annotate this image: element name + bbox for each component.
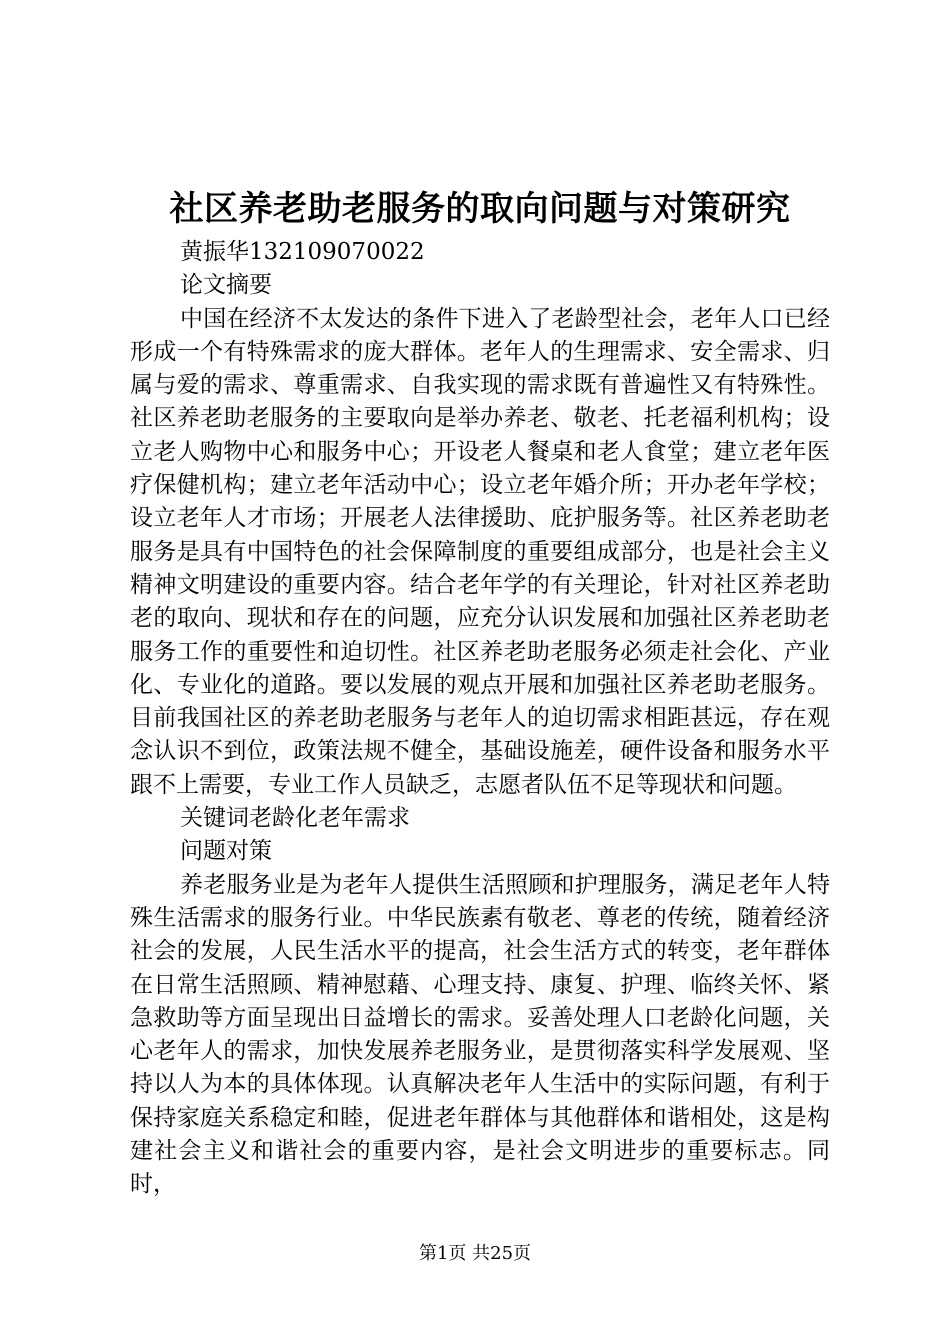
page-number-footer: 第1页 共25页 <box>418 1243 532 1264</box>
abstract-heading: 论文摘要 <box>180 272 272 299</box>
abstract-paragraph: 中国在经济不太发达的条件下进入了老龄型社会，老年人口已经形成一个有特殊需求的庞大群体。老年人的生理需求、安全需求、归属与爱的需求、尊重需求、自我实现的需求既有普遍性又有特殊性。社区养老助老服务的主要取向是举办养老、敬老、托老福利机构；设立老人购物中心和服务中心；开设老人餐桌和老人食堂；建立老年医疗保健机构；建立老年活动中心；设立老年婚介所；开办老年学校；设立老年人才市场；开展老人法律援助、庇护服务等。社区养老助老服务是具有中国特色的社会保障制度的重要组成部分，也是社会主义精神文明建设的重要内容。结合老年学的有关理论，针对社区养老助老的取向、现状和存在的问题，应充分认识发展和加强社区养老助老服务工作的重要性和迫切性。社区养老助老服务必须走社会化、产业化、专业化的道路。要以发展的观点开展和加强社区养老助老服务。目前我国社区的养老助老服务与老年人的迫切需求相距甚远，存在观念认识不到位，政策法规不健全，基础设施差，硬件设备和服务水平跟不上需要，专业工作人员缺乏，志愿者队伍不足等现状和问题。 <box>130 305 830 798</box>
document-title: 社区养老助老服务的取向问题与对策研究 <box>169 189 791 229</box>
keywords-line-2: 问题对策 <box>180 838 272 865</box>
document-body <box>130 236 830 1202</box>
body-paragraph: 养老服务业是为老年人提供生活照顾和护理服务，满足老年人特殊生活需求的服务行业。中华民族素有敬老、尊老的传统，随着经济社会的发展，人民生活水平的提高，社会生活方式的转变，老年群体在日常生活照顾、精神慰藉、心理支持、康复、护理、临终关怀、紧急救助等方面呈现出日益增长的需求。妥善处理人口老龄化问题，关心老年人的需求，加快发展养老服务业，是贯彻落实科学发展观、坚持以人为本的具体体现。认真解决老年人生活中的实际问题，有利于保持家庭关系稳定和睦，促进老年群体与其他群体和谐相处，这是构建社会主义和谐社会的重要内容，是社会文明进步的重要标志。同时， <box>130 871 830 1198</box>
author-line: 黄振华132109070022 <box>180 239 425 265</box>
keywords-line: 关键词老龄化老年需求 <box>180 805 410 832</box>
